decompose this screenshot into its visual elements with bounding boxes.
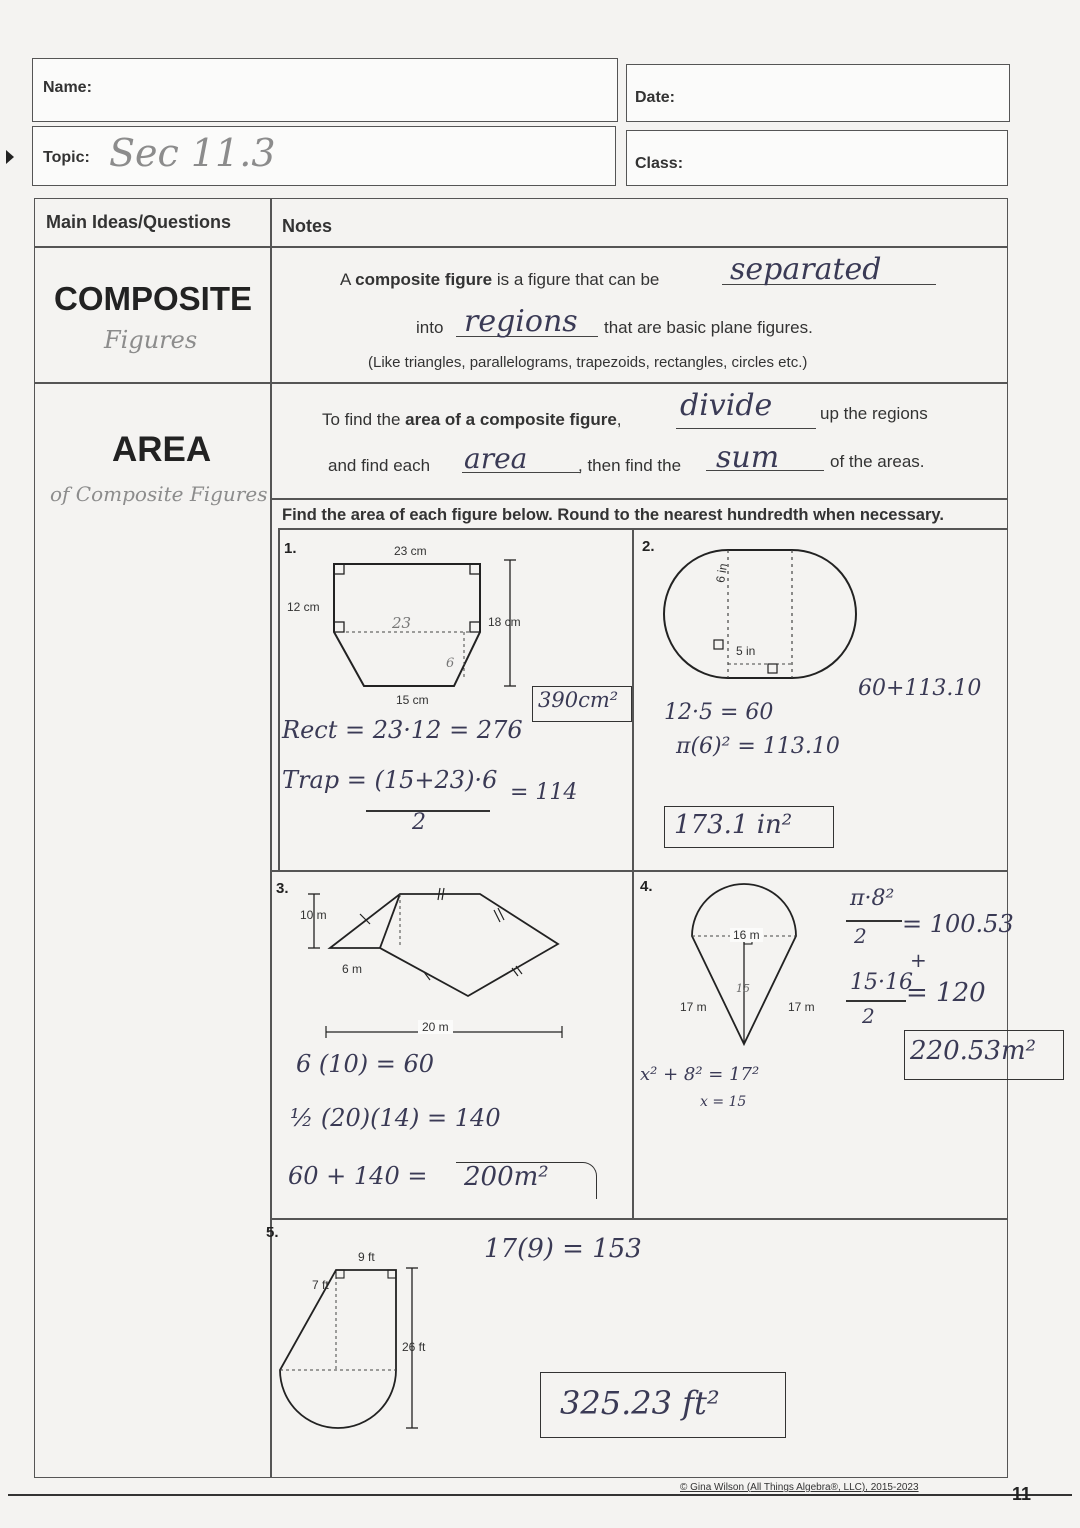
problems-top-line — [278, 528, 1008, 530]
answer-regions: regions — [464, 304, 578, 339]
problem2-answer: 173.1 in² — [674, 810, 793, 840]
problem2-dim-width: 5 in — [736, 644, 756, 658]
composite-line1-pre: A — [340, 270, 356, 289]
problem1-work-rect: Rect = 23·12 = 276 — [282, 716, 523, 744]
problem3-work-tri: ½ (20)(14) = 140 — [290, 1104, 501, 1132]
area-term: area of a composite figure — [405, 410, 617, 429]
problem3-dim-small: 6 m — [342, 962, 363, 976]
problem3-dim-base: 20 m — [418, 1020, 453, 1034]
area-line1-comma: , — [616, 410, 622, 429]
problem5-dim-top: 9 ft — [358, 1250, 375, 1264]
problem4-dim-diam: 16 m — [730, 928, 763, 942]
column-header-right: Notes — [282, 216, 333, 236]
column-divider — [270, 198, 272, 1478]
column-header-left: Main Ideas/Questions — [46, 212, 232, 232]
problem1-mark-6: 6 — [446, 656, 455, 671]
area-line2-pre: and find each — [328, 456, 431, 475]
problems-vertical-line — [632, 528, 634, 1218]
topic-value: Sec 11.3 — [109, 131, 276, 175]
problem1-answer: 390cm² — [538, 688, 619, 712]
name-label: Name: — [43, 79, 92, 96]
instructions-divider — [270, 498, 1008, 500]
answer-separated: separated — [730, 252, 882, 287]
problem2-work-sum: 60+113.10 — [858, 676, 982, 701]
problem1-mark-23: 23 — [392, 614, 412, 632]
problem4-fraction-bar-2 — [846, 1000, 906, 1002]
composite-line2-post: that are basic plane figures. — [604, 318, 813, 337]
problem1-work-trap-result: = 114 — [510, 780, 578, 805]
date-label: Date: — [635, 89, 676, 106]
problem1-work-trap-den: 2 — [412, 810, 426, 835]
problem2-figure — [668, 544, 868, 684]
problem2-work-circle: π(6)² = 113.10 — [676, 734, 840, 759]
problem4-dim-left: 17 m — [680, 1000, 707, 1014]
problem5-dim-right: 26 ft — [402, 1340, 426, 1354]
composite-title: COMPOSITE — [54, 280, 253, 317]
problem4-work-triangle-den: 2 — [862, 1004, 875, 1028]
problem2-number: 2. — [642, 538, 655, 555]
area-line1-pre: To find the — [322, 410, 406, 429]
problems-mid-line — [270, 870, 1008, 872]
topic-label: Topic: — [43, 149, 90, 166]
problem4-pythagoras: x² + 8² = 17² — [640, 1064, 760, 1085]
problem4-number: 4. — [640, 878, 653, 895]
problem4-work-semicircle-den: 2 — [854, 924, 867, 948]
area-title: AREA — [112, 430, 212, 469]
problem5-work-rect: 17(9) = 153 — [484, 1234, 642, 1264]
problem1-figure — [330, 560, 530, 700]
margin-arrow — [6, 150, 14, 164]
composite-line2-pre: into — [416, 318, 444, 337]
area-line2-post: of the areas. — [830, 452, 925, 471]
problem4-work-semicircle: π·8² — [850, 886, 895, 911]
area-subtitle: of Composite Figures — [50, 482, 268, 506]
problems-low-line — [270, 1218, 1008, 1220]
class-box[interactable] — [626, 130, 1008, 186]
area-line2-mid: , then find the — [578, 456, 682, 475]
problem3-figure — [320, 880, 560, 1010]
area-line1 — [322, 410, 622, 430]
problem1-fraction-bar — [366, 810, 490, 812]
problem5-number: 5. — [266, 1224, 279, 1241]
problem4-work-triangle: 15·16 — [850, 970, 913, 995]
problem1-dim-left: 12 cm — [287, 600, 320, 614]
problem4-dim-right: 17 m — [788, 1000, 815, 1014]
problem4-answer: 220.53m² — [910, 1036, 1037, 1066]
problem1-number: 1. — [284, 540, 297, 557]
problem4-pythagoras-result: x = 15 — [700, 1094, 747, 1110]
footer-rule — [8, 1494, 1072, 1496]
problem3-work-rect: 6 (10) = 60 — [296, 1050, 435, 1078]
notes-table — [34, 198, 1008, 1478]
topic-box[interactable] — [32, 126, 616, 186]
footer-copyright: © Gina Wilson (All Things Algebra®, LLC), 2015-2023 — [680, 1482, 919, 1493]
name-box[interactable] — [32, 58, 618, 122]
problem3-work-sum: 60 + 140 = — [288, 1162, 428, 1190]
header-row-divider — [34, 246, 1008, 248]
problem1-dim-bottom: 15 cm — [396, 693, 429, 707]
composite-row-divider — [34, 382, 1008, 384]
problem1-work-trap: Trap = (15+23)·6 — [282, 766, 498, 794]
answer-divide: divide — [680, 388, 773, 423]
blank-divide[interactable] — [676, 428, 816, 429]
composite-term: composite figure — [355, 270, 493, 289]
date-box[interactable] — [626, 64, 1010, 122]
problem1-left-line — [278, 528, 280, 870]
problem3-number: 3. — [276, 880, 289, 897]
composite-subtitle: Figures — [104, 326, 198, 354]
problem2-dim-diam: 6 in — [713, 562, 731, 584]
problem4-figure — [680, 876, 810, 1066]
area-line1-post: up the regions — [820, 404, 928, 423]
composite-examples: (Like triangles, parallelograms, trapezoids, rectangles, circles etc.) — [368, 354, 808, 371]
problem3-dim-height: 10 m — [300, 908, 327, 922]
footer-page-number: 11 — [1012, 1484, 1032, 1504]
problem4-mark-15: 15 — [736, 982, 750, 995]
problem3-answer: 200m² — [464, 1162, 549, 1192]
problem4-work-triangle-result: = 120 — [906, 978, 986, 1008]
problem4-work-semicircle-result: = 100.53 — [902, 910, 1014, 938]
problem1-dim-right: 18 cm — [488, 615, 521, 629]
composite-line1-post: is a figure that can be — [492, 270, 660, 289]
class-label: Class: — [635, 155, 684, 172]
problem4-plus: + — [910, 948, 927, 972]
instructions: Find the area of each figure below. Round to the nearest hundredth when necessary. — [282, 506, 944, 524]
problem5-dim-left: 7 ft — [312, 1278, 329, 1292]
problem2-work-rect: 12·5 = 60 — [664, 700, 774, 725]
problem1-dim-top: 23 cm — [394, 544, 427, 558]
composite-line1 — [340, 270, 659, 290]
answer-sum: sum — [716, 440, 780, 475]
problem4-fraction-bar-1 — [846, 920, 902, 922]
answer-area: area — [464, 442, 528, 475]
problem5-answer: 325.23 ft² — [560, 1384, 720, 1422]
